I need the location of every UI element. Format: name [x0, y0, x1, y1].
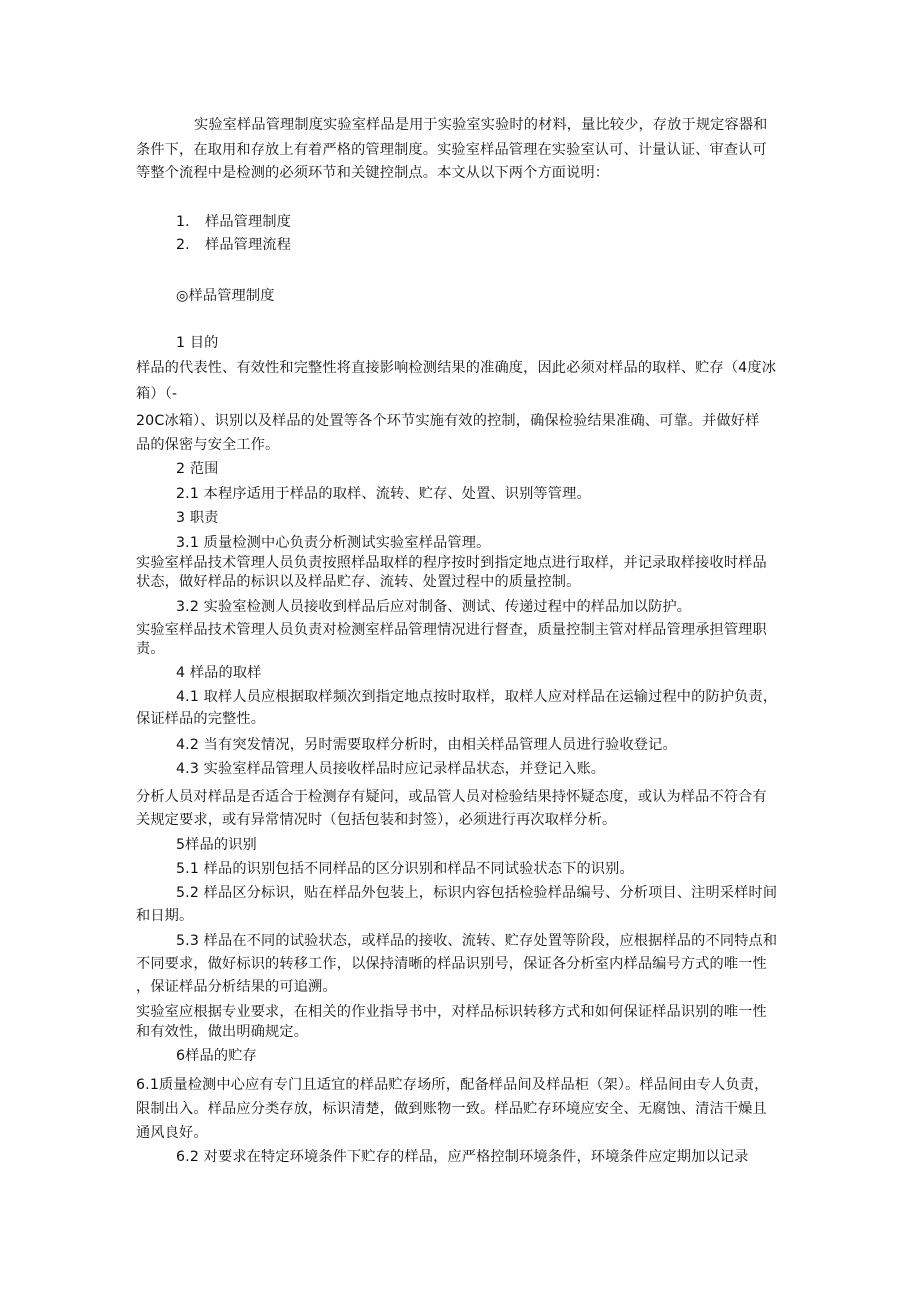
- heading-duties: 3 职责: [176, 510, 219, 526]
- storage-6-1-line-3: 通风良好。: [136, 1125, 208, 1141]
- heading-purpose: 1 目的: [176, 335, 219, 351]
- duties-para-1-line-2: 状态，做好样品的标识以及样品贮存、流转、处置过程中的质量控制。: [136, 574, 581, 590]
- scope-2-1: 2.1 本程序适用于样品的取样、流转、贮存、处置、识别等管理。: [176, 486, 591, 502]
- identification-5-2-line-1: 5.2 样品区分标识，贴在样品外包装上，标识内容包括检验样品编号、分析项目、注明采样时间: [176, 885, 778, 901]
- intro-line-3: 等整个流程中是检测的必须环节和关键控制点。本文从以下两个方面说明：: [136, 165, 610, 181]
- sampling-para-line-2: 关规定要求，或有异常情况时（包括包装和封签），必须进行再次取样分析。: [136, 812, 617, 828]
- purpose-line-1: 样品的代表性、有效性和完整性将直接影响检测结果的准确度，因此必须对样品的取样、贮存（4度冰: [136, 360, 777, 376]
- storage-6-1-line-2: 限制出入。样品应分类存放，标识清楚，做到账物一致。样品贮存环境应安全、无腐蚀、清洁干燥且: [136, 1101, 767, 1117]
- heading-sampling: 4 样品的取样: [176, 665, 262, 681]
- sampling-4-1-line-2: 保证样品的完整性。: [136, 711, 266, 727]
- purpose-line-2: 箱）（-: [136, 386, 178, 402]
- purpose-line-4: 品的保密与安全工作。: [136, 437, 280, 453]
- identification-5-1: 5.1 样品的识别包括不同样品的区分识别和样品不同试验状态下的识别。: [176, 861, 634, 877]
- sampling-4-2: 4.2 当有突发情况，另时需要取样分析时，由相关样品管理人员进行验收登记。: [176, 737, 677, 753]
- list-item-2-text: 样品管理流程: [205, 237, 292, 253]
- duties-3-1: 3.1 质量检测中心负责分析测试实验室样品管理。: [176, 535, 491, 551]
- list-item-1-number: 1.: [176, 214, 190, 230]
- intro-line-1: 实验室样品管理制度实验室样品是用于实验室实验时的材料，量比较少，存放于规定容器和: [194, 117, 768, 133]
- duties-3-2: 3.2 实验室检测人员接收到样品后应对制备、测试、传递过程中的样品加以防护。: [176, 599, 692, 615]
- heading-storage: 6样品的贮存: [176, 1048, 257, 1064]
- duties-para-2-line-2: 责。: [136, 641, 165, 657]
- duties-para-2-line-1: 实验室样品技术管理人员负责对检测室样品管理情况进行督查，质量控制主管对样品管理承担管理职: [136, 622, 767, 638]
- list-item-2-number: 2.: [176, 237, 190, 253]
- heading-identification: 5样品的识别: [176, 837, 257, 853]
- sampling-4-1-line-1: 4.1 取样人员应根据取样频次到指定地点按时取样，取样人应对样品在运输过程中的防护负责，: [176, 689, 778, 705]
- heading-scope: 2 范围: [176, 461, 219, 477]
- identification-5-3-line-2: 不同要求，做好标识的转移工作，以保持清晰的样品识别号，保证各分析室内样品编号方式的唯一性: [136, 956, 767, 972]
- identification-5-3-line-3: ，保证样品分析结果的可追溯。: [136, 979, 337, 995]
- identification-para-line-2: 和有效性，做出明确规定。: [136, 1024, 309, 1040]
- list-item-1-text: 样品管理制度: [205, 214, 292, 230]
- section-heading: ◎样品管理制度: [176, 288, 275, 304]
- identification-5-2-line-2: 和日期。: [136, 908, 194, 924]
- identification-para-line-1: 实验室应根据专业要求，在相关的作业指导书中，对样品标识转移方式和如何保证样品识别的唯一性: [136, 1004, 767, 1020]
- storage-6-1-line-1: 6.1质量检测中心应有专门且适宜的样品贮存场所，配备样品间及样品柜（架）。样品间由专人负责，: [136, 1077, 769, 1093]
- sampling-para-line-1: 分析人员对样品是否适合于检测存有疑问，或品管人员对检验结果持怀疑态度，或认为样品不符合有: [136, 789, 767, 805]
- storage-6-2: 6.2 对要求在特定环境条件下贮存的样品，应严格控制环境条件，环境条件应定期加以记录: [176, 1149, 749, 1165]
- purpose-line-3: 20C冰箱）、识别以及样品的处置等各个环节实施有效的控制，确保检验结果准确、可靠。并做好样: [136, 413, 760, 429]
- sampling-4-3: 4.3 实验室样品管理人员接收样品时应记录样品状态，并登记入账。: [176, 761, 606, 777]
- duties-para-1-line-1: 实验室样品技术管理人员负责按照样品取样的程序按时到指定地点进行取样，并记录取样接收时样品: [136, 555, 767, 571]
- intro-line-2: 条件下，在取用和存放上有着严格的管理制度。实验室样品管理在实验室认可、计量认证、审查认可: [136, 142, 767, 158]
- identification-5-3-line-1: 5.3 样品在不同的试验状态，或样品的接收、流转、贮存处置等阶段，应根据样品的不同特点和: [176, 933, 778, 949]
